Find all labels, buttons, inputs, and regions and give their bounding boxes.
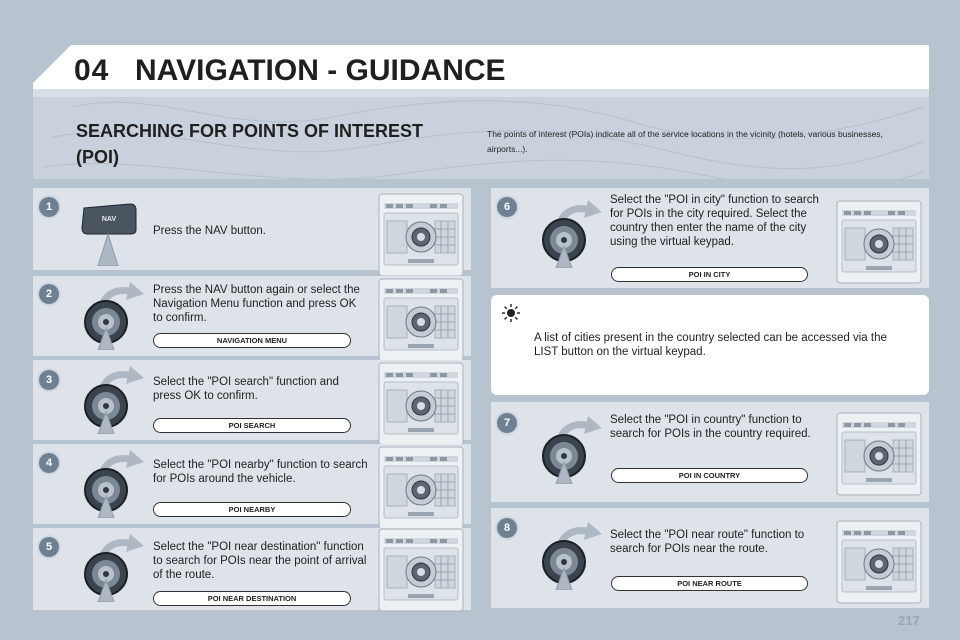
step-text-6: Select the "POI in city" function to search for POIs in the city required. Select the country then enter the name of the city using the virtual keypad.: [610, 194, 819, 248]
step-text-2: Press the NAV button again or select the Navigation Menu function and press OK to confirm.: [153, 284, 360, 324]
chapter-title: NAVIGATION - GUIDANCE: [135, 54, 506, 87]
radio-unit-thumbnail-6: [836, 200, 922, 284]
menu-label-poi-search: POI SEARCH: [153, 418, 351, 433]
radio-unit-thumbnail-5: [378, 528, 464, 612]
menu-label-poi-nearby: POI NEARBY: [153, 502, 351, 517]
step-badge-6: 6: [497, 197, 517, 217]
radio-unit-thumbnail-4: [378, 446, 464, 530]
step-text-1: Press the NAV button.: [153, 225, 266, 237]
page-number: 217: [898, 613, 920, 628]
step-text-4: Select the "POI nearby" function to search for POIs around the vehicle.: [153, 459, 368, 485]
radio-unit-thumbnail-7: [836, 412, 922, 496]
nav-button-text: NAV: [101, 216, 117, 223]
intro-text: The points of interest (POIs) indicate all of the service locations in the vicinity (hotels, various businesses, airports...).: [487, 129, 883, 154]
radio-unit-thumbnail-1: [378, 193, 464, 277]
rotary-knob-icon: [534, 200, 604, 268]
radio-unit-thumbnail-8: [836, 520, 922, 604]
step-text-8: Select the "POI near route" function to search for POIs near the route.: [610, 529, 805, 555]
menu-label-navigation-menu: NAVIGATION MENU: [153, 333, 351, 348]
rotary-knob-icon: [76, 450, 146, 518]
step-badge-1: 1: [39, 197, 59, 217]
menu-label-poi-near-route: POI NEAR ROUTE: [611, 576, 808, 591]
step-badge-8: 8: [497, 518, 517, 538]
menu-label-poi-near-destination: POI NEAR DESTINATION: [153, 591, 351, 606]
tip-text: A list of cities present in the country selected can be accessed via the LIST button on the virtual keypad.: [534, 332, 887, 358]
rotary-knob-icon: [534, 416, 604, 484]
rotary-knob-icon: [534, 522, 604, 590]
lightbulb-icon: [501, 303, 521, 323]
step-badge-2: 2: [39, 284, 59, 304]
chapter-number: 04: [74, 54, 110, 87]
menu-label-poi-in-city: POI IN CITY: [611, 267, 808, 282]
radio-unit-thumbnail-3: [378, 362, 464, 446]
rotary-knob-icon: [76, 282, 146, 350]
step-badge-3: 3: [39, 370, 59, 390]
header-band: [33, 89, 929, 97]
step-badge-5: 5: [39, 537, 59, 557]
rotary-knob-icon: [76, 366, 146, 434]
menu-label-poi-in-country: POI IN COUNTRY: [611, 468, 808, 483]
radio-unit-thumbnail-2: [378, 278, 464, 362]
rotary-knob-icon: [76, 534, 146, 602]
step-badge-4: 4: [39, 453, 59, 473]
step-text-3: Select the "POI search" function and press OK to confirm.: [153, 376, 339, 402]
section-title: SEARCHING FOR POINTS OF INTEREST (POI): [76, 121, 424, 167]
step-text-5: Select the "POI near destination" function to search for POIs near the point of arrival of the route.: [153, 541, 367, 581]
nav-button-icon: [78, 200, 142, 266]
step-text-7: Select the "POI in country" function to search for POIs in the country required.: [610, 414, 811, 440]
step-badge-7: 7: [497, 413, 517, 433]
